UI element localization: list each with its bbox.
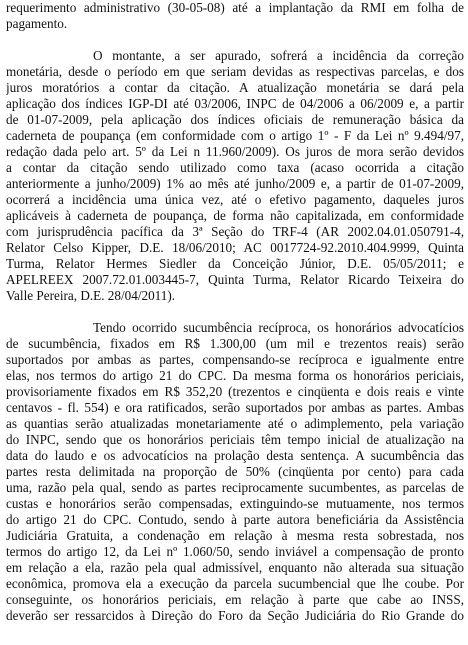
text-line: data do laudo e os advocatícios na prolação desta sentença. A sucumbência das bbox=[6, 448, 464, 463]
text-line: juros moratórios a contar da citação. A atualização monetária se dará pela bbox=[6, 80, 464, 95]
text-line: em relação a ela, razão pela qual admissível, enquanto não alterada sua situação bbox=[6, 560, 464, 575]
text-line: APELREEX 2007.72.01.003445-7, Quinta Turma, Relator Ricardo Teixeira do bbox=[6, 272, 464, 287]
text-line: caderneta de poupança (em conformidade com o artigo 1º - F da Lei nº 9.494/97, bbox=[6, 128, 464, 143]
text-line: deverão ser ressarcidos à Direção do Foro da Seção Judiciária do Rio Grande do bbox=[6, 608, 464, 623]
text-line: a contar da citação sendo utilizado como taxa (acaso ocorrida a citação bbox=[6, 160, 464, 175]
text-line: Turma, Relator Hermes Siedler da Conceição Júnior, D.E. 05/05/2011; e bbox=[6, 256, 464, 271]
text-line: pagamento. bbox=[6, 16, 68, 31]
text-line: aplicação dos índices IGP-DI até 03/2006, INPC de 04/2006 a 06/2009 e, a partir bbox=[6, 96, 464, 111]
text-line: uma, razão pela qual, sendo as partes reciprocamente sucumbentes, as parcelas de bbox=[6, 480, 464, 495]
text-line: do artigo 21 do CPC. Contudo, sendo à parte autora beneficiária da Assistência bbox=[6, 512, 464, 527]
text-line: partes resta delimitada na proporção de 50% (cinqüenta por cento) para cada bbox=[6, 464, 464, 479]
text-line: econômica, promova ela a execução da parcela sucumbencial que lhe coube. Por bbox=[6, 576, 464, 591]
text-line: centavos - fl. 554) e ora ratificados, serão suportados por ambas as partes. Ambas bbox=[6, 400, 464, 415]
paragraph-first-line: Tendo ocorrido sucumbência recíproca, os honorários advocatícios bbox=[93, 320, 464, 335]
text-line: termos do artigo 12, da Lei nº 1.060/50, sendo inviável a compensação de pronto bbox=[6, 544, 464, 559]
text-line: as quantias serão atualizadas monetariamente até o adimplemento, pela variação bbox=[6, 416, 464, 431]
text-line: conseguinte, os honorários periciais, em relação à parte que cabe ao INSS, bbox=[6, 592, 464, 607]
paragraph-first-line: O montante, a ser apurado, sofrerá a incidência da correção bbox=[93, 48, 464, 63]
text-line: requerimento administrativo (30-05-08) até a implantação da RMI em folha de bbox=[6, 0, 464, 15]
text-line: ocorrerá a incidência uma única vez, até o efetivo pagamento, daqueles juros bbox=[6, 192, 464, 207]
text-line: do INPC, sendo que os honorários periciais têm tempo inicial de atualização na bbox=[6, 432, 464, 447]
text-line: custas e honorários serão compensadas, extinguindo-se mutuamente, nos termos bbox=[6, 496, 464, 511]
text-line: Relator Celso Kipper, D.E. 18/06/2010; AC 0017724-92.2010.404.9999, Quinta bbox=[6, 240, 464, 255]
text-line: de 01-07-2009, pela aplicação dos índices oficiais de remuneração básica da bbox=[6, 112, 464, 127]
text-line: aplicáveis à caderneta de poupança, de forma não capitalizada, em conformidade bbox=[6, 208, 464, 223]
text-line: anteriormente a junho/2009) 1% ao mês até junho/2009 e, a partir de 01-07-2009, bbox=[6, 176, 464, 191]
text-line: elas, nos termos do artigo 21 do CPC. Da mesma forma os honorários periciais, bbox=[6, 368, 464, 383]
text-line: Judiciária Gratuita, a condenação em relação à mesma resta sobrestada, nos bbox=[6, 528, 464, 543]
text-line: provisoriamente fixados em R$ 352,20 (trezentos e cinqüenta e dois reais e vinte bbox=[6, 384, 464, 399]
text-line: monetária, desde o período em que seriam devidas as respectivas parcelas, e dos bbox=[6, 64, 464, 79]
text-line: redação dada pelo art. 5º da Lei n 11.960/2009). Os juros de mora serão devidos bbox=[6, 144, 464, 159]
text-line: suportados por ambas as partes, compensando-se recíproca e igualmente entre bbox=[6, 352, 464, 367]
text-line: de sucumbência, fixados em R$ 1.300,00 (um mil e trezentos reais) serão bbox=[6, 336, 464, 351]
text-line: Valle Pereira, D.E. 28/04/2011). bbox=[6, 288, 176, 303]
text-line: com jurisprudência pacífica da 3ª Seção do TRF-4 (AR 2002.04.01.050791-4, bbox=[6, 224, 464, 239]
